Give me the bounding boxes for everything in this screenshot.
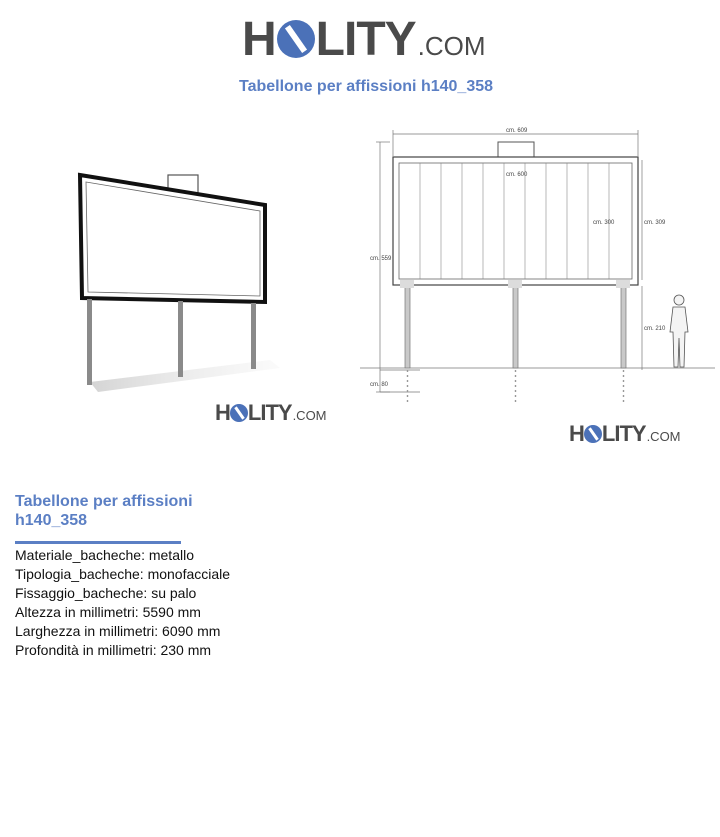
dim-post-height: cm. 210 (644, 326, 666, 332)
spec-depth: Profondità in millimetri: 230 mm (15, 642, 212, 658)
image-watermark-logo (215, 400, 327, 426)
logo-o-icon (277, 20, 315, 58)
product-title: Tabellone per affissioni h140_358 (15, 493, 193, 529)
dim-height-total: cm. 559 (370, 256, 392, 262)
spec-height: Altezza in millimetri: 5590 mm (15, 604, 201, 620)
spec-type: Tipologia_bacheche: monofacciale (15, 566, 231, 582)
spec-width: Larghezza in millimetri: 6090 mm (15, 623, 221, 639)
spec-mounting: Fissaggio_bacheche: su palo (15, 585, 197, 601)
dim-ground: cm. 80 (370, 382, 389, 388)
logo-domain: .COM (292, 408, 327, 423)
logo-o-icon (230, 404, 248, 422)
title-underline (15, 541, 181, 544)
logo-letter-h: H (242, 13, 276, 66)
holity-logo[interactable] (242, 14, 486, 66)
logo-domain: .COM (646, 429, 681, 444)
logo-domain: .COM (417, 31, 486, 61)
logo-letters: LITY (315, 13, 416, 66)
logo-o-icon (584, 425, 602, 443)
spec-material: Materiale_bacheche: metallo (15, 547, 194, 563)
logo-letter-h: H (569, 421, 584, 446)
logo-letters: LITY (247, 400, 292, 425)
dim-width-inner: cm. 600 (506, 172, 528, 178)
spec-list (15, 546, 230, 660)
dim-width-outer: cm. 609 (506, 128, 528, 134)
dim-panel-inner: cm. 300 (593, 220, 615, 226)
drawing-watermark-logo (569, 421, 681, 447)
page-title: Tabellone per affissioni h140_358 (238, 78, 494, 95)
logo-letters: LITY (601, 421, 646, 446)
dim-panel-outer: cm. 309 (644, 220, 666, 226)
product-illustration (70, 160, 290, 400)
logo-letter-h: H (215, 400, 230, 425)
